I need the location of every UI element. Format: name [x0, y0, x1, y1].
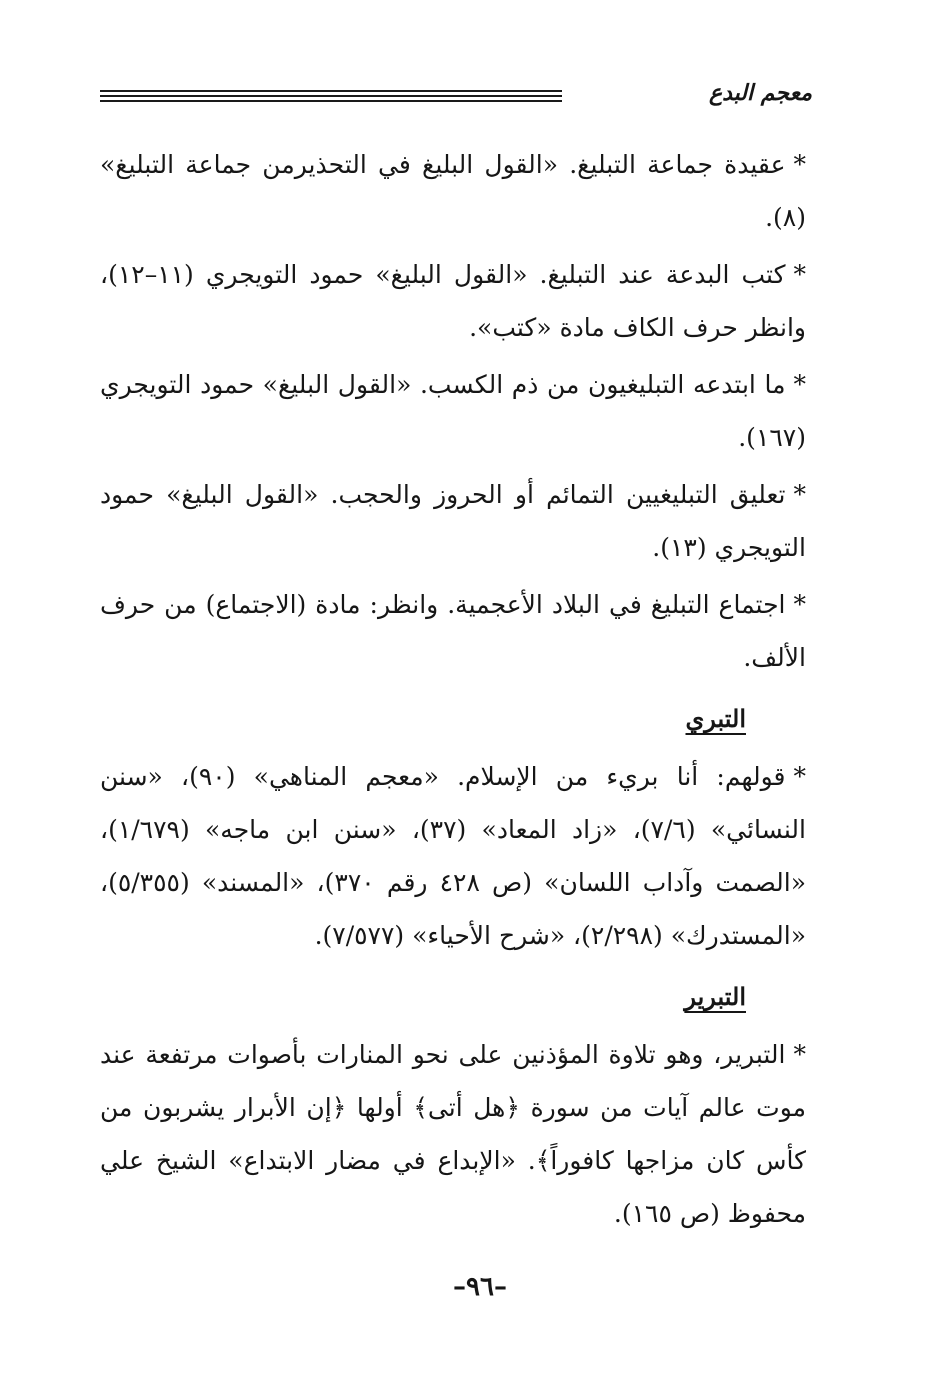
entry-star-marker: *: [793, 762, 806, 791]
entry-paragraph: [100, 750, 806, 962]
page-number: –٩٦–: [453, 1272, 507, 1302]
header-rule: [100, 95, 562, 97]
entry-star-marker: *: [793, 150, 806, 179]
entry-paragraph: [100, 578, 806, 684]
running-head-title: معجم البدع: [708, 80, 812, 106]
entry-text: عقيدة جماعة التبليغ. «القول البليغ في التحذيرمن جماعة التبليغ» (٨).: [100, 150, 806, 232]
entry-paragraph: [100, 1028, 806, 1240]
entry-text: اجتماع التبليغ في البلاد الأعجمية. وانظر: مادة (الاجتماع) من حرف الألف.: [100, 590, 806, 672]
entry-text: قولهم: أنا بريء من الإسلام. «معجم المناهي» (٩٠)، «سنن النسائي» (٧/٦)، «زاد المعاد» (٣٧)، «سنن ابن ماجه» (١/٦٧٩)، «الصمت وآداب اللسان» (ص ٤٢٨ رقم ٣٧٠)، «المسند» (٥/٣٥٥)، «المستدرك» (٢/٢٩٨)، «شرح الأحياء» (٧/٥٧٧).: [100, 762, 807, 950]
entry-text: كتب البدعة عند التبليغ. «القول البليغ» حمود التويجري (١١–١٢)، وانظر حرف الكاف مادة «كتب».: [100, 260, 806, 342]
entry-star-marker: *: [793, 590, 806, 619]
entry-text: ما ابتدعه التبليغيون من ذم الكسب. «القول البليغ» حمود التويجري (١٦٧).: [100, 370, 806, 452]
entry-star-marker: *: [793, 1040, 806, 1069]
entry-star-marker: *: [793, 370, 806, 399]
entry-text: تعليق التبليغيين التمائم أو الحروز والحجب. «القول البليغ» حمود التويجري (١٣).: [100, 480, 806, 562]
entry-text: التبرير، وهو تلاوة المؤذنين على نحو المنارات بأصوات مرتفعة عند موت عالم آيات من سورة ﴿هل أتى﴾ أولها ﴿إن الأبرار يشربون من كأس كان مزاجها كافوراً﴾. «الإبداع في مضار الابتداع» الشيخ علي محفوظ (ص ١٦٥).: [100, 1040, 806, 1228]
header-rule: [100, 90, 562, 92]
page-body: [100, 138, 806, 1244]
running-head: [100, 78, 812, 112]
entry-star-marker: *: [793, 260, 806, 289]
entry-paragraph: [100, 468, 806, 574]
header-rule: [100, 100, 562, 102]
entry-star-marker: *: [793, 480, 806, 509]
section-heading: التبرير: [684, 982, 746, 1011]
entry-paragraph: [100, 358, 806, 464]
section-heading: التبري: [685, 704, 746, 733]
entry-paragraph: [100, 138, 806, 244]
entry-paragraph: [100, 248, 806, 354]
